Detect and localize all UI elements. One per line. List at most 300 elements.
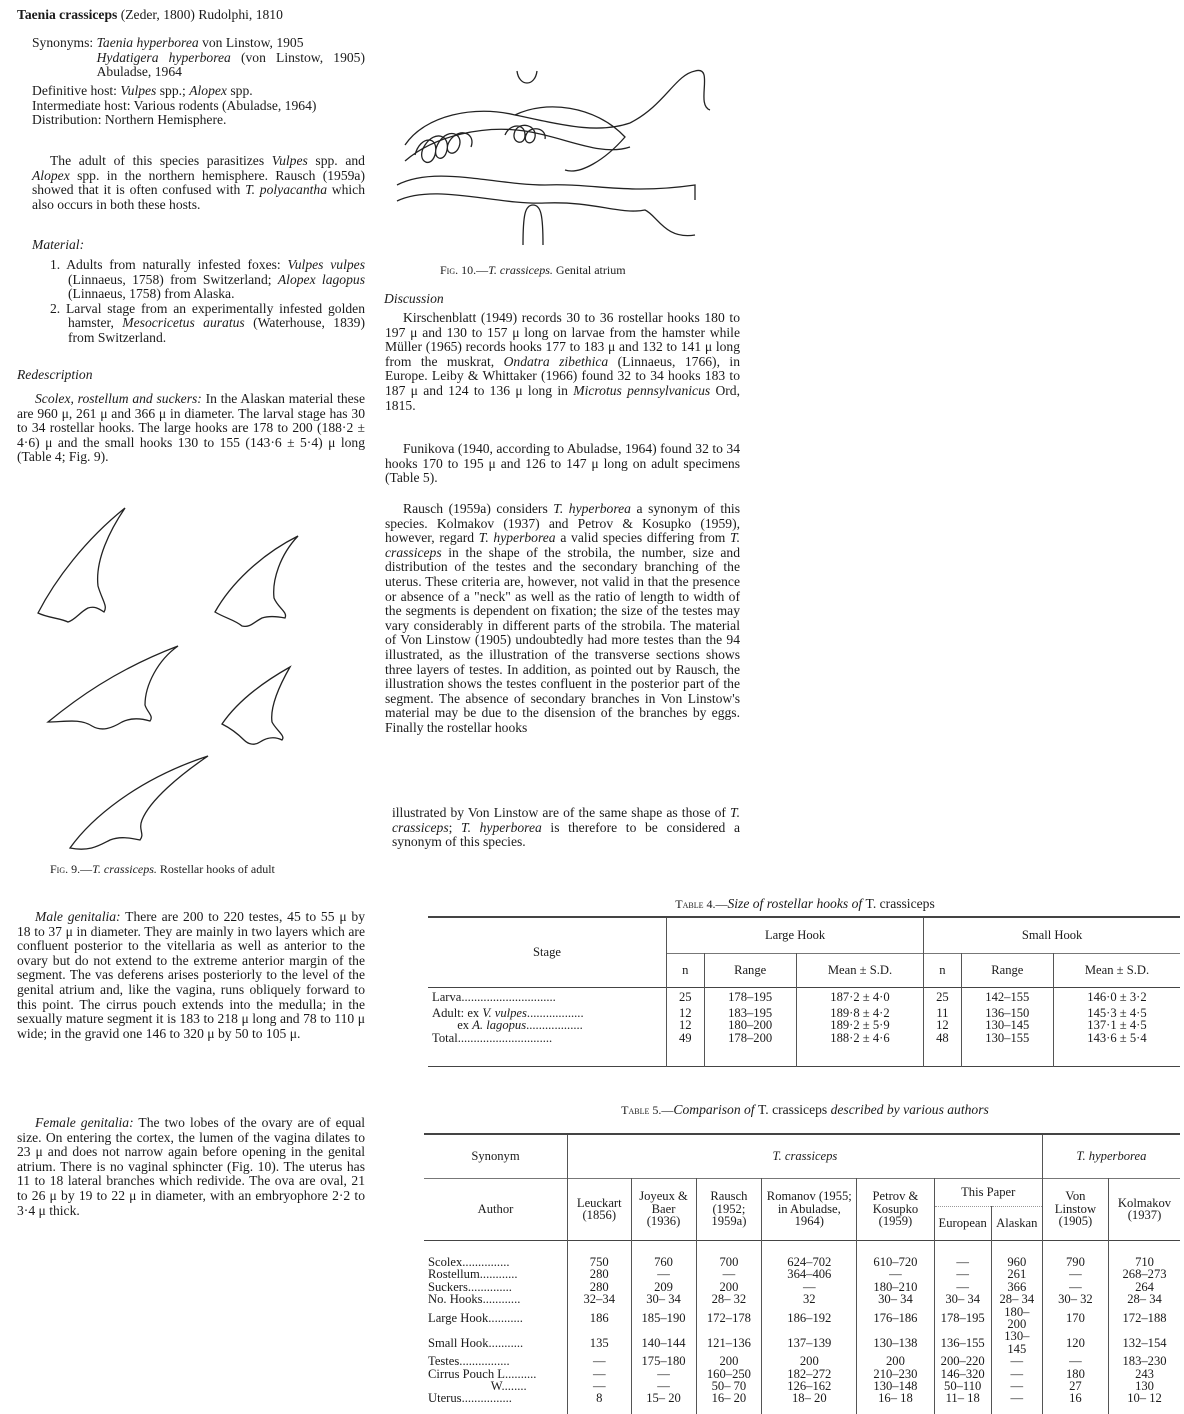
text-run: There are 200 to 220 testes, 45 to 55 μ by 18 to 37 μ in diameter. They are mainly in two layers which are confluent posterior to the vitellaria as well as anterior to the ovary but do not extend to the extreme anterior margin of the segment. The vas deferens arises posteriorly to the level of the genital atrium and, like the vagina, runs obliquely forward to this point. The cirrus pouch extends into the medulla; in the sexually mature segment it is 183 to 218 μ long and 78 to 110 μ wide; in the gravid one 146 to 320 μ by 50 to 105 μ. (17, 909, 365, 1041)
table-cell: — (696, 1268, 762, 1280)
table5 (424, 1133, 1180, 1414)
synonym-header: Synonym (471, 1149, 520, 1164)
text-run: is therefore to be considered a synonym of this species. (392, 819, 740, 850)
leader-dots: ............ (482, 1292, 521, 1307)
table-cell: — (934, 1268, 991, 1280)
stage-header: Stage (533, 945, 561, 960)
hook-2 (215, 536, 298, 626)
table-cell: 185–190 (631, 1306, 696, 1331)
text-run: spp. (226, 83, 253, 98)
table-cell: 175–180 (631, 1355, 696, 1367)
table4-body (428, 987, 1180, 1066)
table-cell: — (568, 1368, 632, 1380)
leader-dots: .............................. (457, 1030, 553, 1045)
table-cell: 178–200 (704, 1032, 796, 1044)
table-cell: 120 (1042, 1330, 1108, 1355)
fig9-text: Rostellar hooks of adult (156, 862, 275, 876)
table-cell: — (934, 1281, 991, 1293)
stage-host: A. lagopus (472, 1018, 527, 1033)
table-cell: 49 (667, 1032, 705, 1044)
table-cell: 700 (696, 1256, 762, 1268)
col-header: Mean ± S.D. (796, 953, 923, 987)
italic-text: Microtus pennsylvanicus (573, 382, 711, 398)
empty-cell (796, 1044, 923, 1066)
text-run: von Linstow, 1905 (198, 35, 304, 50)
fig10-label: Fig. 10.— (440, 263, 489, 277)
text-run: (Waterhouse, 1839) from Switzerland. (68, 315, 366, 345)
female-genitalia-paragraph (17, 1116, 365, 1218)
table-cell: 28– 32 (696, 1293, 762, 1305)
row-label-cell (424, 1306, 568, 1331)
table-cell: 710 (1109, 1256, 1180, 1268)
row-label: Uterus (428, 1391, 462, 1406)
table-cell: 137–139 (762, 1330, 857, 1355)
species-heading (17, 8, 377, 23)
table-cell: — (1042, 1268, 1108, 1280)
empty-cell (991, 1405, 1042, 1414)
fig10-caption (440, 263, 740, 278)
table-row (428, 1032, 1180, 1044)
table-row (424, 1293, 1180, 1305)
table-cell: 200 (696, 1355, 762, 1367)
italic-text: T. crassiceps (392, 805, 740, 835)
table-cell: — (991, 1380, 1042, 1392)
table4 (428, 916, 1180, 1067)
row-label: Scolex (428, 1255, 463, 1269)
italic-text: Taenia hyperborea (96, 35, 199, 50)
discussion-heading: Discussion (384, 291, 444, 306)
text-run: illustrated by Von Linstow are of the same shape as those of (392, 805, 731, 820)
table-cell: 170 (1042, 1306, 1108, 1331)
species-authority: (Zeder, 1800) Rudolphi, 1810 (117, 7, 283, 22)
table-cell: 243 (1109, 1368, 1180, 1380)
italic-text: Scolex, rostellum and suckers: (35, 391, 202, 406)
intro-paragraph (32, 154, 365, 212)
table-cell: 130–145 (961, 1019, 1053, 1031)
table-row (424, 1306, 1180, 1331)
table-cell: 178–195 (934, 1306, 991, 1331)
author-col: Rausch (1952; 1959a) (696, 1178, 762, 1240)
table-cell: 130–148 (857, 1380, 934, 1392)
empty-cell (934, 1240, 991, 1256)
table-cell: 11– 18 (934, 1392, 991, 1404)
table-cell: 188·2 ± 4·6 (796, 1032, 923, 1044)
author-col: Romanov (1955; in Abuladse, 1964) (762, 1178, 857, 1240)
table-cell: 10– 12 (1109, 1392, 1180, 1404)
fig10-species: T. crassiceps. (488, 263, 553, 277)
hook-3 (48, 646, 178, 729)
table-cell: — (568, 1355, 632, 1367)
empty-cell (631, 1405, 696, 1414)
small-hook-header: Small Hook (924, 917, 1180, 953)
female-genitalia-text (17, 1116, 365, 1218)
hook-5 (70, 756, 208, 849)
stage-text: ex (432, 1018, 473, 1033)
author-header: Author (477, 1201, 514, 1216)
table-cell: 268–273 (1109, 1268, 1180, 1280)
table-cell: 25 (667, 987, 705, 1007)
table-cell: 16– 20 (696, 1392, 762, 1404)
empty-cell (568, 1405, 632, 1414)
row-label-cell (424, 1293, 568, 1305)
table-cell: — (631, 1268, 696, 1280)
empty-cell (667, 1044, 705, 1066)
row-label-cell (424, 1392, 568, 1404)
text-run: spp. and (307, 153, 365, 168)
empty-cell (696, 1240, 762, 1256)
italic-text: T. hyperborea (478, 530, 556, 546)
author-col: Joyeux & Baer (1936) (631, 1178, 696, 1240)
empty-cell (424, 1240, 568, 1256)
italic-text: T. hyperborea (461, 819, 542, 835)
spacer-row (428, 1044, 1180, 1066)
italic-text: T. hyperborea (553, 501, 631, 516)
male-genitalia-text (17, 910, 365, 1041)
text-run: In the Alaskan material these are 960 μ, 261 μ and 366 μ in diameter. The larval stage has 30 to 34 rostellar hooks. The large hooks are 178 to 200 (188·2 ± 4·6) μ and the small hooks 130 to 155 (143·6 ± 5·4) μ long (Table 4; Fig. 9). (17, 391, 365, 465)
text-run: Intermediate host: Various rodents (Abuladse, 1964) (32, 97, 317, 113)
stage-host: V. vulpes (482, 1006, 527, 1020)
fig9-caption (50, 862, 370, 877)
table-cell: 15– 20 (631, 1392, 696, 1404)
table-cell: 30– 34 (934, 1293, 991, 1305)
spacer-row (424, 1240, 1180, 1256)
table-cell: 200 (857, 1355, 934, 1367)
table-cell: 366 (991, 1281, 1042, 1293)
table-cell: 130 (1109, 1380, 1180, 1392)
text-run: (Linnaeus, 1758) from Alaska. (68, 286, 235, 302)
table-cell: — (991, 1355, 1042, 1367)
table-cell: 12 (667, 1007, 705, 1019)
table-cell: 11 (924, 1007, 962, 1019)
table-cell: 126–162 (762, 1380, 857, 1392)
table-cell: — (991, 1368, 1042, 1380)
table-cell: 160–250 (696, 1368, 762, 1380)
table-cell: 25 (924, 987, 962, 1007)
stage-label (428, 1032, 667, 1044)
material-item (50, 302, 365, 346)
table4-caption: Size of rostellar hooks of (727, 896, 866, 911)
table-cell: — (934, 1256, 991, 1268)
italic-text: Female genitalia: (35, 1115, 134, 1130)
row-label: Cirrus Pouch L. (428, 1366, 509, 1381)
row-label: Large Hook (428, 1310, 489, 1325)
table-cell: 210–230 (857, 1368, 934, 1380)
author-col: Alaskan (991, 1206, 1042, 1240)
fig10-text: Genital atrium (552, 263, 626, 277)
table-cell: 176–186 (857, 1306, 934, 1331)
table-row (424, 1330, 1180, 1355)
group-crassiceps: T. crassiceps (568, 1134, 1043, 1178)
row-label: W. (428, 1379, 505, 1394)
table-row (424, 1355, 1180, 1367)
italic-text: Alopex (189, 83, 227, 98)
distribution (32, 113, 365, 128)
table-cell: 16– 18 (857, 1392, 934, 1404)
empty-cell (428, 1044, 667, 1066)
author-col: Leuckart (1856) (568, 1178, 632, 1240)
table-cell: — (631, 1368, 696, 1380)
table5-body (424, 1240, 1180, 1414)
empty-cell (1053, 1044, 1180, 1066)
table-cell: 264 (1109, 1281, 1180, 1293)
discussion-p4 (392, 806, 740, 850)
table-cell: — (631, 1380, 696, 1392)
empty-cell (762, 1240, 857, 1256)
stage-label (428, 987, 667, 1007)
synonyms (32, 36, 365, 80)
italic-text: Ondatra zibethica (503, 353, 609, 369)
leader-dots: ........... (488, 1310, 523, 1325)
table-cell: 790 (1042, 1256, 1108, 1268)
empty-cell (961, 1044, 1053, 1066)
empty-cell (568, 1240, 632, 1256)
empty-cell (1109, 1240, 1180, 1256)
discussion-text (392, 806, 740, 850)
italic-text: Vulpes (271, 153, 308, 168)
stage-text: Larva (432, 990, 462, 1005)
table-cell: 12 (667, 1019, 705, 1031)
fig9-species: T. crassiceps. (92, 862, 157, 876)
table-cell: 364–406 (762, 1268, 857, 1280)
table5-caption-end: described by various authors (827, 1102, 989, 1117)
row-label: Testes (428, 1354, 460, 1369)
table-cell: 16 (1042, 1392, 1108, 1404)
table-cell: 136–155 (934, 1330, 991, 1355)
species-name: Taenia crassiceps (17, 7, 118, 22)
table-cell: 27 (1042, 1380, 1108, 1392)
empty-cell (934, 1405, 991, 1414)
hosts (32, 84, 365, 128)
italic-text: Vulpes (120, 83, 157, 98)
row-label: Small Hook (428, 1335, 489, 1350)
text-run: (Linnaeus, 1766), in Europe. Leiby & Whittaker (1966) found 32 to 34 hooks 183 to 187 μ and 124 to 136 μ long in (385, 353, 740, 398)
table-cell: 180–210 (857, 1281, 934, 1293)
table-cell: 135 (568, 1330, 632, 1355)
table-cell: 624–702 (762, 1256, 857, 1268)
leader-dots: ............... (462, 1255, 510, 1269)
leader-dots: ........... (488, 1335, 524, 1350)
empty-cell (1042, 1240, 1108, 1256)
text-run: spp. in the northern hemisphere. Rausch (1959a) showed that it is often confused with (32, 167, 365, 198)
leader-dots: .................. (526, 1006, 584, 1020)
table-cell: 137·1 ± 4·5 (1053, 1019, 1180, 1031)
table-cell: 182–272 (762, 1368, 857, 1380)
table-cell: 200 (696, 1281, 762, 1293)
empty-cell (762, 1405, 857, 1414)
table-cell: — (1042, 1355, 1108, 1367)
table-cell: 28– 34 (991, 1293, 1042, 1305)
italic-text: T. polyacantha (245, 182, 328, 198)
empty-cell (1109, 1405, 1180, 1414)
col-header: n (924, 953, 962, 987)
empty-cell (991, 1240, 1042, 1256)
table4-title (430, 897, 1180, 912)
table-cell: 280 (568, 1281, 632, 1293)
text-run: Rausch (1959a) considers (403, 501, 554, 516)
text-run: (von Linstow, 1905) Abuladse, 1964 (96, 49, 365, 80)
table-cell: 180–200 (991, 1306, 1042, 1331)
table-cell: 189·8 ± 4·2 (796, 1007, 923, 1019)
discussion-text (385, 442, 740, 486)
text-run: ; (448, 819, 462, 835)
table-cell: 178–195 (704, 987, 796, 1007)
large-hook-header: Large Hook (667, 917, 924, 953)
table-cell: — (762, 1281, 857, 1293)
table-cell: 180 (1042, 1368, 1108, 1380)
table5-species: T. crassiceps (758, 1102, 828, 1117)
male-genitalia-paragraph (17, 910, 365, 1041)
table-cell: 189·2 ± 5·9 (796, 1019, 923, 1031)
discussion-text (385, 502, 740, 736)
table-cell: 30– 34 (857, 1293, 934, 1305)
stage-text: Adult: ex (432, 1006, 483, 1020)
table-cell: 187·2 ± 4·0 (796, 987, 923, 1007)
table-cell: 186–192 (762, 1306, 857, 1331)
table-cell: 132–154 (1109, 1330, 1180, 1355)
rostellar-hooks-figure (30, 500, 330, 855)
table-cell: 280 (568, 1268, 632, 1280)
italic-text: Vulpes vulpes (287, 257, 365, 272)
table-cell: 760 (631, 1256, 696, 1268)
table-cell: 48 (924, 1032, 962, 1044)
text-run: Kirschenblatt (1949) records 30 to 36 rostellar hooks 180 to 197 μ and 130 to 157 μ long on larvae from the hamster while Müller (1965) records hooks 177 to 183 μ and 132 to 141 μ long from the muskrat, (385, 310, 740, 369)
table-cell: 30– 32 (1042, 1293, 1108, 1305)
material-heading: Material: (32, 237, 85, 252)
table5-caption: Comparison of (673, 1102, 758, 1117)
author-col: Kolmakov (1937) (1109, 1178, 1180, 1240)
material-item (50, 258, 365, 302)
leader-dots: ................ (461, 1391, 512, 1406)
table4-label: Table 4.— (675, 897, 728, 911)
table-cell: 8 (568, 1392, 632, 1404)
italic-text: T. crassiceps (385, 530, 740, 560)
author-col: Petrov & Kosupko (1959) (857, 1178, 934, 1240)
text-run: Ord, 1815. (385, 382, 740, 413)
col-header: Range (961, 953, 1053, 987)
text-run: Definitive host: (32, 83, 121, 98)
italic-text: Male genitalia: (35, 909, 121, 924)
table-cell: 18– 20 (762, 1392, 857, 1404)
hook-4 (222, 667, 290, 744)
table5-title (430, 1103, 1180, 1118)
table-cell: 146·0 ± 3·2 (1053, 987, 1180, 1007)
table-cell: 140–144 (631, 1330, 696, 1355)
italic-text: Hydatigera hyperborea (96, 49, 231, 65)
material-list (50, 258, 365, 346)
italic-text: Alopex (32, 167, 70, 183)
italic-text: Alopex lagopus (277, 271, 365, 287)
discussion-text (385, 311, 740, 413)
text-run: The two lobes of the ovary are of equal size. On entering the cortex, the lumen of the vagina dilates to 23 μ and does not narrow again before opening in the genital atrium. There is no vaginal sphincter (Fig. 10). The uterus has 11 to 18 lateral branches which redivide. The ova are oval, 21 to 26 μ by 19 to 22 μ in diameter, with an embryophore 2·2 to 3·4 μ thick. (17, 1115, 366, 1218)
discussion-p3 (385, 502, 740, 736)
text-run: Distribution: Northern Hemisphere. (32, 112, 227, 128)
table-cell: 28– 34 (1109, 1293, 1180, 1305)
author-col: European (934, 1206, 991, 1240)
author-col: Von Linstow (1905) (1042, 1178, 1108, 1240)
leader-dots: ................ (459, 1354, 510, 1369)
table-cell: 143·6 ± 5·4 (1053, 1032, 1180, 1044)
discussion-p1 (385, 311, 740, 413)
text-run: in the shape of the strobila, the number, size and distribution of the testes and the secondary branching of the uterus. These criteria are, however, not valid in that the presence or absence of a "neck" as well as the ratio of length to width of the segments is dependent on fixation; the size of the testes may vary considerably in different parts of the strobila. The material of Von Linstow (1905) undoubtedly had more testes than the 94 illustrated, as the illustration of the transverse sections shows three layers of testes. In addition, as pointed out by Rausch, the illustration shows the testes confluent in the posterior part of the segment. The absence of secondary branches in Von Linstow's material may be due to the disension of the branches by eggs. Finally the rostellar hooks (385, 544, 740, 735)
table-cell: 130–145 (991, 1330, 1042, 1355)
table5-label: Table 5.— (621, 1103, 674, 1117)
table-row (428, 987, 1180, 1007)
table-cell: 130–155 (961, 1032, 1053, 1044)
table-cell: 200–220 (934, 1355, 991, 1367)
empty-cell (631, 1240, 696, 1256)
table-cell: 200 (762, 1355, 857, 1367)
fig9-label: Fig. 9.— (50, 862, 93, 876)
table-cell: 136–150 (961, 1007, 1053, 1019)
empty-cell (1042, 1405, 1108, 1414)
table-cell: — (857, 1268, 934, 1280)
discussion-p2 (385, 442, 740, 486)
synonym-2 (97, 51, 365, 80)
table-cell: 32 (762, 1293, 857, 1305)
row-label-cell (424, 1330, 568, 1355)
table-row (424, 1392, 1180, 1404)
table-cell: 172–188 (1109, 1306, 1180, 1331)
leader-dots: .............................. (461, 990, 556, 1005)
text-run: The adult of this species parasitizes (50, 153, 272, 168)
col-header: Range (704, 953, 796, 987)
table-cell: 186 (568, 1306, 632, 1331)
text-run: which also occurs in both these hosts. (32, 182, 366, 212)
text-run: a synonym of this species. Kolmakov (1937) and Petrov & Kosupko (1959), however, regard (385, 501, 740, 546)
text-run: 2. Larval stage from an experimentally infested golden hamster, (50, 300, 365, 331)
table-cell: 750 (568, 1256, 632, 1268)
table-cell: — (568, 1380, 632, 1392)
scolex-text (17, 392, 365, 465)
table-cell: 142–155 (961, 987, 1053, 1007)
table-cell: 30– 34 (631, 1293, 696, 1305)
table-cell: 12 (924, 1019, 962, 1031)
empty-cell (424, 1405, 568, 1414)
empty-cell (696, 1405, 762, 1414)
text-run: (Linnaeus, 1758) from Switzerland; (68, 271, 278, 287)
table-cell: 146–320 (934, 1368, 991, 1380)
intermediate-host (32, 99, 365, 114)
text-run: 1. Adults from naturally infested foxes: (50, 257, 288, 272)
group-hyperborea: T. hyperborea (1042, 1134, 1180, 1178)
table-cell: 145·3 ± 4·5 (1053, 1007, 1180, 1019)
table-cell: 960 (991, 1256, 1042, 1268)
text-run: Funikova (1940, according to Abuladse, 1964) found 32 to 34 hooks 170 to 195 μ and 126 to 147 μ long on adult specimens (Table 5). (385, 441, 740, 486)
stage-text: Total (432, 1030, 458, 1045)
empty-cell (857, 1240, 934, 1256)
text-run: a valid species differing from (555, 530, 731, 546)
table-cell: 121–136 (696, 1330, 762, 1355)
table4-species: T. crassiceps (865, 896, 935, 911)
synonyms-label: Synonyms: (32, 35, 97, 50)
table-cell: — (991, 1392, 1042, 1404)
this-paper-header: This Paper (934, 1178, 1042, 1206)
intro-text (32, 154, 365, 212)
row-label: No. Hooks (428, 1292, 483, 1307)
table-cell: 172–178 (696, 1306, 762, 1331)
table-cell: 261 (991, 1268, 1042, 1280)
text-run: spp.; (156, 83, 190, 98)
definitive-host (32, 84, 365, 99)
table-cell: 32–34 (568, 1293, 632, 1305)
table-cell: 180–200 (704, 1019, 796, 1031)
redescription-heading: Redescription (17, 367, 93, 382)
table-cell: 610–720 (857, 1256, 934, 1268)
table-cell: 209 (631, 1281, 696, 1293)
table-cell: 183–195 (704, 1007, 796, 1019)
genital-atrium-figure (395, 65, 715, 255)
row-label: Suckers (428, 1279, 468, 1294)
